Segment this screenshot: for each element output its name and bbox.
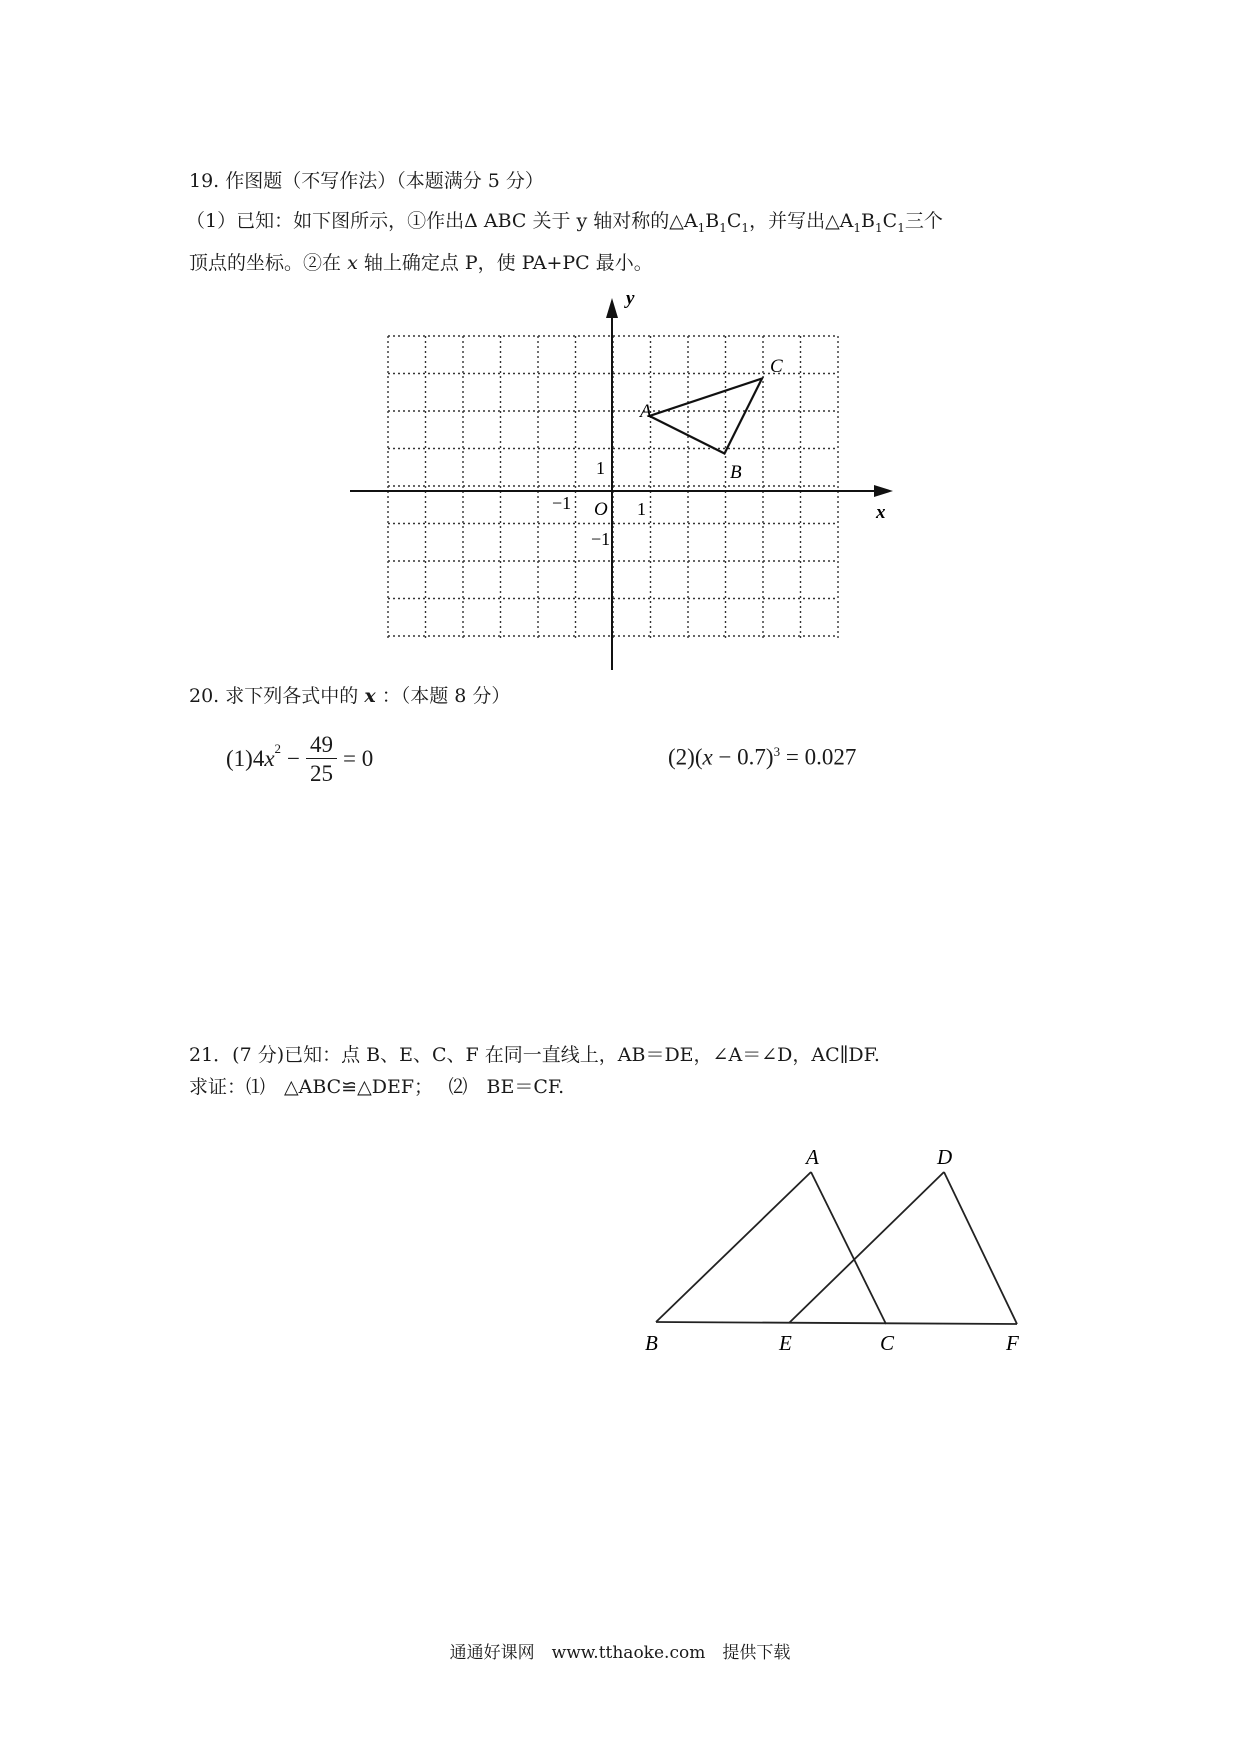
x-axis-label: x [876,502,886,523]
x-tick-neg1-label: −1 [552,493,572,513]
q20-title: 20. 求下列各式中的 x ：（本题 8 分） [189,685,511,707]
origin-label: O [594,499,608,520]
point-c-label: C [770,356,783,377]
y-tick-1-label: 1 [596,458,605,478]
q19-instruction-line1: （1）已知：如下图所示，①作出Δ ABC 关于 y 轴对称的$\triangle A_1B_1C_1$，并写出$\triangle A_1B_1C_1$三个 [186,210,943,235]
y-tick-neg1-label: −1 [591,529,611,549]
q20-equation-2: $(2)(x - 0.7)^3 = 0.027$ [668,744,857,770]
label-b: B [645,1331,658,1355]
q19-title: 19. 作图题（不写作法）（本题满分 5 分） [189,170,544,192]
x-tick-1-label: 1 [637,499,646,519]
segment-ab [656,1172,811,1322]
q21-prove: 求证：⑴ △ABC≌△DEF； ⑵ BE＝CF. [189,1076,565,1098]
point-a-label: A [640,401,652,422]
q21-given: 21．(7 分)已知：点 B、E、C、F 在同一直线上，AB＝DE，∠A＝∠D，AC∥DF. [189,1044,880,1066]
point-b-label: B [730,462,742,483]
y-axis-label: y [626,288,635,309]
label-d: D [937,1145,953,1169]
fraction-49-25: $\frac{49}{25}$ [306,732,337,787]
label-f: F [1006,1331,1019,1355]
label-e: E [779,1331,792,1355]
segment-ac [811,1172,886,1324]
label-a: A [806,1145,819,1169]
footer-credit: 通通好课网 www.tthaoke.com 提供下载 [449,1643,791,1663]
segment-de [789,1172,944,1323]
q19-instruction-line2: 顶点的坐标。②在 x 轴上确定点 P，使 PA+PC 最小。 [189,252,653,274]
segment-df [944,1172,1017,1324]
label-c: C [880,1331,895,1355]
segment-bf [656,1322,1017,1324]
q20-equation-1: (1)4 x $^2$ − $\frac{49}{25}$ = 0 [226,731,374,786]
